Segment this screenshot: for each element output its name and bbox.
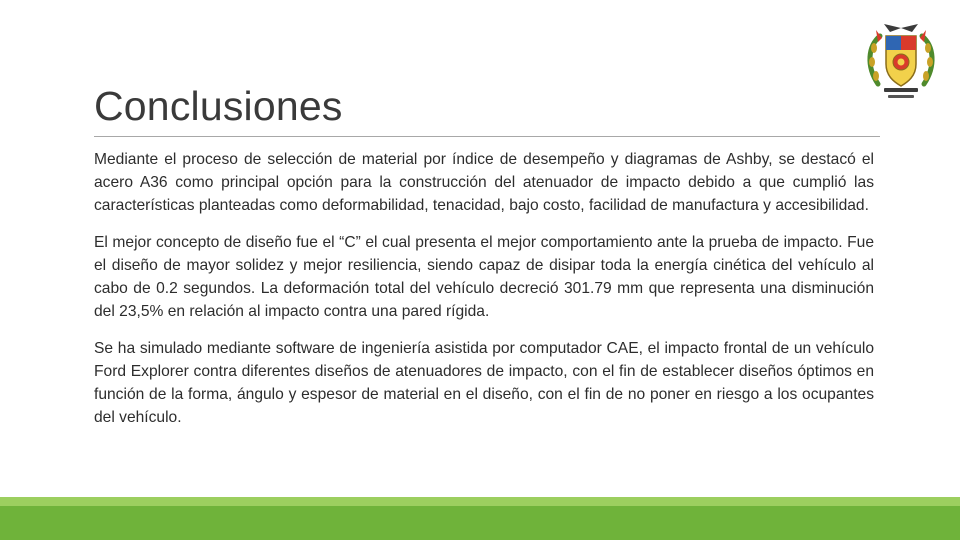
footer-accent-light bbox=[0, 497, 960, 506]
title-divider bbox=[94, 136, 880, 137]
slide-body bbox=[94, 148, 874, 443]
paragraph-2: El mejor concepto de diseño fue el “C” el cual presenta el mejor comportamiento ante la prueba de impacto. Fue el diseño de mayor solidez y mejor resiliencia, siendo capaz de disipar toda la energía cinética del vehículo al cabo de 0.2 segundos. La deformación total del vehículo decreció 301.79 mm que representa una disminución del 23,5% en relación al impacto contra una pared rígida. bbox=[94, 234, 874, 320]
paragraph-3: Se ha simulado mediante software de ingeniería asistida por computador CAE, el impacto frontal de un vehículo Ford Explorer contra diferentes diseños de atenuadores de impacto, con el fin de establecer diseños óptimos en función de la forma, ángulo y espesor de material en el diseño, con el fin de no poner en riesgo a los ocupantes del vehículo. bbox=[94, 340, 874, 426]
footer-accent-main bbox=[0, 506, 960, 540]
page-title: Conclusiones bbox=[94, 83, 343, 129]
coat-of-arms-icon bbox=[860, 18, 942, 102]
paragraph-1: Mediante el proceso de selección de material por índice de desempeño y diagramas de Ashby, se destacó el acero A36 como principal opción para la construcción del atenuador de impacto debido a que cumplió las características planteadas como deformabilidad, tenacidad, bajo costo, facilidad de manufactura y accesibilidad. bbox=[94, 151, 874, 214]
footer-accent-bar bbox=[0, 497, 960, 540]
